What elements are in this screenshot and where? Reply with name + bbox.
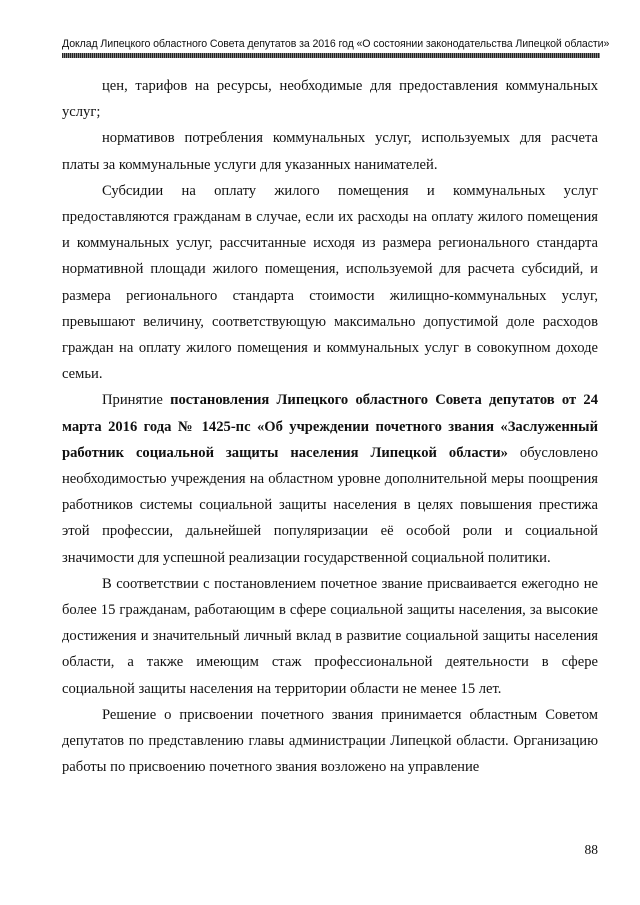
paragraph-award-terms: В соответствии с постановлением почетное звание присваивается ежегодно не более 15 гражданам, работающим в сфере социальной защиты населения, за высокие достижения и значительный личный вклад в развитие социальной защиты населения области, а также имеющим стаж профессиональной деятельности в сфере социальной защиты населения на территории области не менее 15 лет. [62,575,598,697]
paragraph-resolution [62,387,598,570]
document-body [62,73,598,780]
resolution-intro: Принятие [102,392,171,409]
running-header: Доклад Липецкого областного Совета депутатов за 2016 год «О состоянии законодательства Липецкой области» [62,38,610,50]
header-rule [62,53,600,58]
resolution-rest: обусловлено необходимостью учреждения на областном уровне дополнительной меры поощрения работников системы социальной защиты населения в целях повышения престижа этой профессии, дальнейшей популяризации её особой роли и социальной значимости для успешной реализации государственной социальной политики. [62,444,599,566]
resolution-title: постановления Липецкого областного Совета депутатов от 24 марта 2016 года № 1425-пс «Об учреждении почетного звания «Заслуженный работник социальной защиты населения Липецкой области» [62,392,598,461]
paragraph-tariffs: цен, тарифов на ресурсы, необходимые для предоставления коммунальных услуг; [62,78,598,121]
paragraph-subsidies: Субсидии на оплату жилого помещения и коммунальных услуг предоставляются гражданам в случае, если их расходы на оплату жилого помещения и коммунальных услуг, рассчитанные исходя из размера регионального стандарта нормативной площади жилого помещения, используемой для расчета субсидий, и размера регионального стандарта стоимости жилищно-коммунальных услуг, превышают величину, соответствующую максимально допустимой доле расходов граждан на оплату жилого помещения и коммунальных услуг в совокупном доходе семьи. [62,182,598,383]
page-number: 88 [584,842,598,857]
paragraph-norms: нормативов потребления коммунальных услуг, используемых для расчета платы за коммунальные услуги для указанных нанимателей. [62,130,598,173]
paragraph-award-decision: Решение о присвоении почетного звания принимается областным Советом депутатов по представлению главы администрации Липецкой области. Организацию работы по присвоению почетного звания возложено на управление [62,706,598,776]
